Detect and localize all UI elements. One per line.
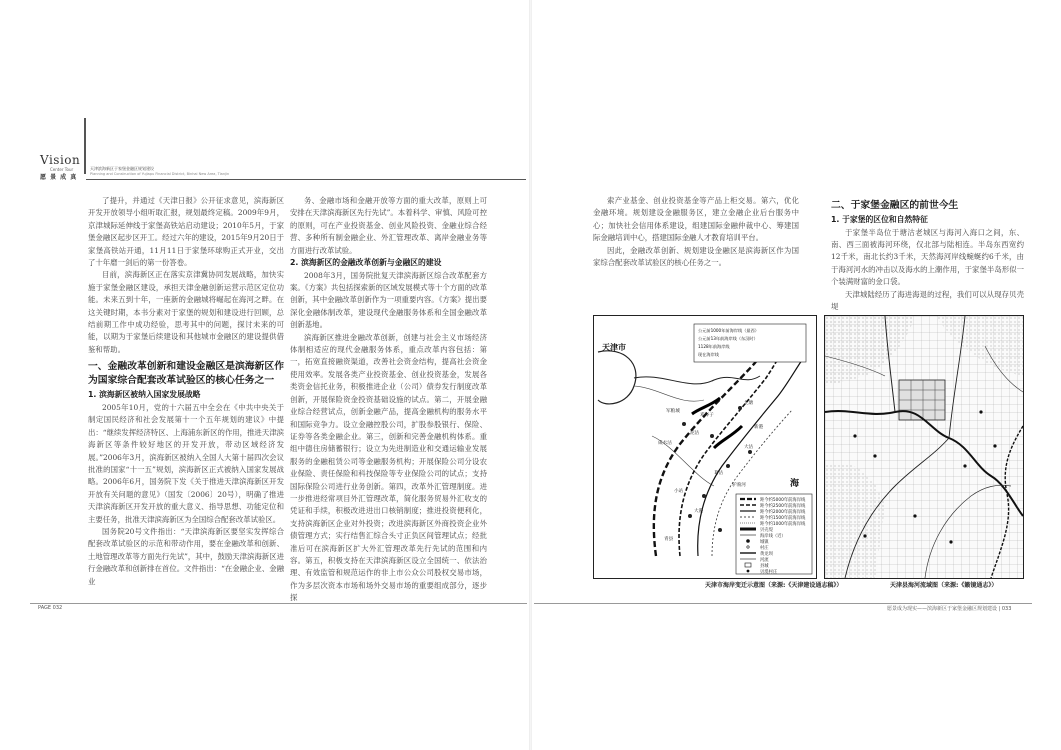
legend-entry: 贝壳堤 [760, 528, 773, 533]
section-subtitle-en: Center Tour [50, 167, 74, 172]
map-place-label: 军粮城 [666, 409, 680, 414]
legend-entry: 距今约1500年前海岸线 [760, 516, 806, 521]
town-marker [748, 450, 752, 454]
paragraph: 因此，金融改革创新、规划建设金融区是滨海新区作为国家综合配套改革试验区的核心任务之一。 [593, 245, 799, 268]
figure-caption: 天津市海岸变迁示意图（来源:《天津建设通志稿》） [705, 582, 843, 589]
legend-entry: 距今约2500年前海岸线 [760, 504, 806, 509]
legend-entry: 黄龙坝 [760, 552, 773, 557]
town-marker [688, 514, 692, 518]
paragraph: 了提升，并通过《天津日报》公开征求意见，滨海新区开发开放领导小组听取汇报，规划最终定稿。2009年9月，京津城际延伸线于家堡高铁站启动建设；2010年5月，于家堡金融区起步区开工。经过六年的建设，2015年9月20日于家堡高铁站开通，11月11日于家堡环球购正式开业，交出了十年磨一剑后的第一份答卷。 [88, 196, 284, 268]
paragraph: 索产业基金、创业投资基金等产品上柜交易。第六，优化金融环境。规划建设金融服务区，建立金融企业后台服务中心；加快社会信用体系建设，组建国际金融仲裁中心、筹建国际金融培训中心，搭建国际金融人才教育培训平台。 [593, 196, 799, 243]
legend-entry: 距今约1000年前海岸线 [760, 522, 806, 527]
subsection-heading: 2. 滨海新区的金融改革创新与金融区的建设 [290, 258, 442, 268]
map-place-label: 新港 [754, 425, 764, 430]
map-sea-label: 海 [790, 479, 800, 489]
subsection-heading: 1. 于家堡的区位和自然特征 [831, 215, 928, 224]
legend-entry: 海岸线（近） [760, 534, 786, 539]
header-accent-bar [84, 118, 86, 174]
map-place-label: 邓岑子 [700, 413, 714, 418]
coast-note: 1128年前海岸线 [698, 344, 730, 349]
town-marker [682, 422, 686, 426]
paragraph: 2008年3月，国务院批复天津滨海新区综合改革配套方案。《方案》共包括探索新的区域发展模式等十个方面的改革创新，其中金融改革创新作为一项重要内容。《方案》提出要深化金融体制改革，建设现代金融服务体系和全国金融改革创新基地。 [290, 270, 487, 330]
subsection-heading: 1. 滨海新区被纳入国家发展战略 [88, 390, 201, 400]
paragraph: 国务院20号文件指出：“天津滨海新区要坚实发挥综合配套改革试验区的示范和带动作用，要在金融改革和创新、土地管理改革等方面先行先试”，其中，鼓励天津滨海新区进行金融改革和创新排在首位。文件指出：“在金融企业、金融业 [88, 526, 284, 586]
town-marker [718, 528, 722, 532]
footer-rule [30, 603, 527, 604]
section-title-en: Vision [40, 153, 81, 167]
text-column-2 [290, 195, 487, 625]
map-place-label: 青县 [664, 537, 674, 542]
legend-entry: 县城 [760, 564, 769, 569]
legend-entry: 村庄 [760, 546, 769, 551]
section-title-cn: 愿 景 成 真 [40, 174, 78, 181]
footer-rule [534, 603, 1032, 604]
historic-river-map [825, 316, 1023, 578]
map-place-label: 大沽 [744, 445, 754, 450]
historic-map-figure [824, 315, 1024, 579]
paragraph: 目前，滨海新区正在落实京津冀协同发展战略，加快实施于家堡金融区建设，承担天津金融创新运营示范区定位功能。未来五到十年，一座新的金融城将崛起在海河之畔。在这关键时期，本书分素对于家堡的规划和建设进行回顾，总结前期工作中成功经验，思考其中的问题，探讨未来的可能，以期为于家堡后续建设和其他城市金融区的建设提供借鉴和帮助。 [88, 270, 284, 354]
paragraph: 务、金融市场和金融开放等方面的重大改革，原则上可安排在天津滨海新区先行先试”。本着科学、审慎、风险可控的原则，可在产业投资基金、创业风险投资、金融业综合经营、多种所有制金融企业、外汇管理改革、离岸金融业务等方面进行改革试验。 [290, 196, 487, 255]
coast-note: 公元前1000年前海岸线（最西） [698, 328, 759, 333]
map-place-label: 北塘 [744, 401, 754, 406]
town-marker [710, 434, 714, 438]
map-place-label: 咸水沽 [658, 441, 672, 446]
running-title-cn: 天津滨海新区于家堡金融区规划建设 [90, 166, 154, 171]
page-number-right: 愿景成为现实——滨海新区于家堡金融区规划建设 | 033 [887, 606, 1012, 612]
text-column-3 [593, 195, 799, 287]
town-marker [738, 406, 742, 410]
page-gutter [529, 0, 532, 750]
legend-entry: 距今约2000年前海岸线 [760, 510, 806, 515]
town-marker [702, 494, 706, 498]
legend-entry: 距今约5000年前海岸线 [760, 498, 806, 503]
text-column-1 [88, 195, 284, 625]
map-city-label: 天津市 [602, 343, 626, 352]
section-heading: 二、于家堡金融区的前世今生 [831, 200, 959, 211]
running-title-en: Planning and Construction of Yujiapu Financial District, Binhai New Area, Tianjin [90, 172, 230, 176]
town-marker [726, 464, 730, 468]
legend-entry: 河流 [760, 558, 769, 563]
map-place-label: 大港 [694, 509, 704, 514]
section-heading: 一、金融改革创新和建设金融区是滨海新区作为国家综合配套改革试验区的核心任务之一 [88, 361, 284, 387]
coast-note: 现在海岸线 [698, 352, 719, 357]
paragraph: 天津城陆经历了海进海退的过程，我们可以从现存贝壳堤 [831, 289, 1024, 312]
paragraph: 滨海新区推进金融改革创新，创建与社会主义市场经济体制相适应的现代金融服务体系，重点改革内容包括：第一，拓宽直接融资渠道，改善社会资金结构，提高社会资金使用效率。发展各类产业投资基金、创业投资基金，发展各类资金信托业务，积极推进企业（公司）债券发行制度改革创新，开展保险资金投资基础设施的试点。第二，开展金融业综合经营试点，创新金融产品，提高金融机构的服务水平和国际竞争力。设立金融控股公司，扩股参股银行、保险、证券等各类金融企业。第三，创新和完善金融机构体系。重组中德住房储蓄银行；设立为先进制造业和交通运输业发展服务的金融租赁公司等金融服务机构；开展保险公司分设农业保险、责任保险和科技保险等专业保险公司的试点；支持国际保险公司进行业务创新。第四，改革外汇管理制度。进一步推进经常项目外汇管理改革，简化服务贸易外汇收支的凭证和手续，积极改进进出口核销制度；推进投资便利化，支持滨海新区企业对外投资；改进滨海新区外商投资企业外债管理方式；实行结售汇综合头寸正负区间管理试点；经批准后可在滨海新区扩大外汇管理改革先行先试的范围和内容。第五，积极支持在天津滨海新区设立全国统一、依法治理、有效监管和规范运作的非上市公众公司股权交易市场，作为多层次资本市场和场外交易市场的重要组成部分，逐步探 [290, 332, 487, 603]
map-place-label: 小站 [674, 489, 684, 494]
header-rule [86, 179, 526, 180]
map-place-label: 驴驹河 [732, 483, 746, 488]
coast-note: 公元前13年前海岸线（东汉时） [698, 336, 758, 341]
coastline-map-figure [593, 315, 817, 579]
paragraph: 2005年10月，党的十六届五中全会在《中共中央关于制定国民经济和社会发展第十一个五年规划的建议》中提出：“继续发挥经济特区、上海浦东新区的作用，推进天津滨海新区等条件较好地区的开发开放，带动区域经济发展。”2006年3月，滨海新区被纳入全国人大第十届四次会议批准的国家“十一五”规划，滨海新区正式被纳入国家发展战略。2006年6月，国务院下发《关于推进天津滨海新区开发开放有关问题的意见》（国发〔2006〕20号），明确了推进天津滨海新区开发开放的重大意义、指导思想、功能定位和主要任务，批准天津滨海新区为全国综合配套改革试验区。 [88, 402, 284, 524]
legend-entry: 贝堤村庄 [760, 570, 778, 575]
page-number-left: PAGE 032 [38, 605, 63, 611]
text-column-4 [831, 195, 1024, 312]
legend-entry: 城镇 [760, 540, 769, 545]
figure-caption: 天津县海河流域图（来源:《籁镜通志》） [890, 582, 998, 589]
map-place-label: 泥沽 [690, 431, 700, 436]
paragraph: 于家堡半岛位于塘沽老城区与海河入海口之间，东、南、西三面被海河环绕，仅北部与陆相连。半岛东西宽约12千米，南北长约3千米，天然海河岸线蜿蜒约6千米，由于海河河水的冲击以及海水的上潮作用，于家堡半岛形似一个装满财富的金口袋。 [831, 227, 1024, 287]
map-place-label: 葛沽 [714, 471, 724, 476]
